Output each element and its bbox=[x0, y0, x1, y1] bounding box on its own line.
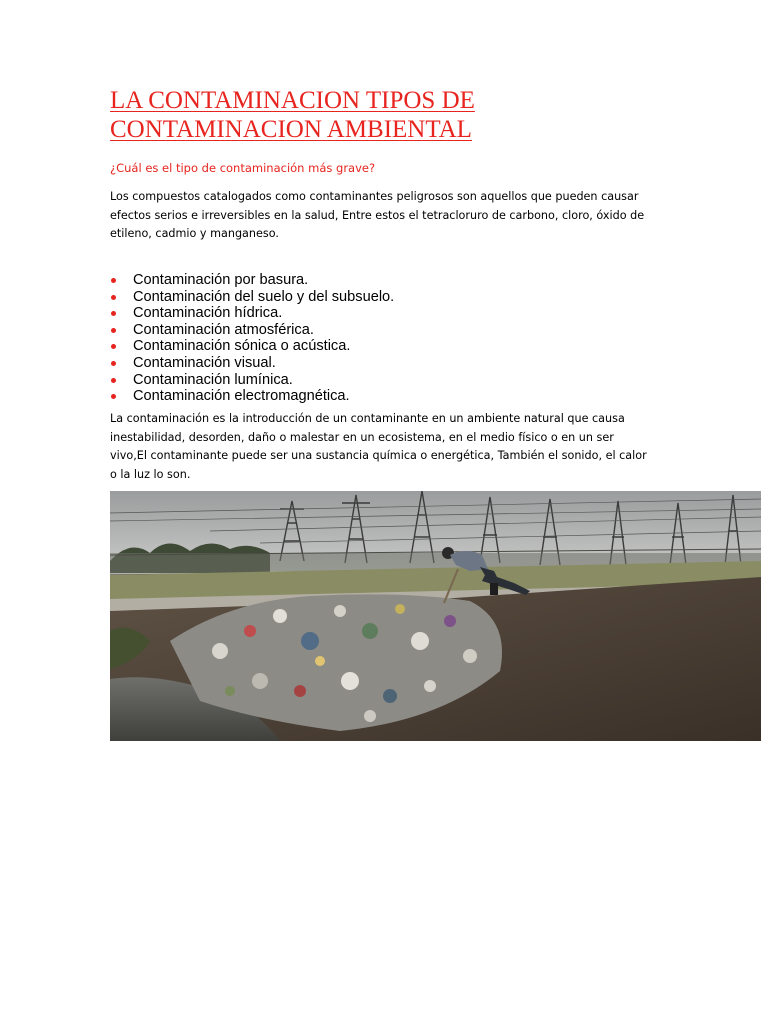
list-item-text: Contaminación por basura. bbox=[133, 272, 309, 288]
list-item-text: Contaminación visual. bbox=[133, 354, 276, 371]
bullet-icon bbox=[111, 378, 116, 383]
pollution-photo bbox=[110, 491, 761, 741]
list-item-text: Contaminación electromagnética. bbox=[133, 388, 350, 405]
definition-line: vivo,El contaminante puede ser una sustancia química o energética, También el sonido, el calor bbox=[110, 449, 647, 463]
list-item bbox=[110, 338, 394, 355]
intro-line: Los compuestos catalogados como contaminantes peligrosos son aquellos que pueden causar bbox=[110, 190, 639, 203]
list-item-text: Contaminación sónica o acústica. bbox=[133, 338, 351, 355]
bullet-icon bbox=[111, 394, 116, 399]
list-item bbox=[110, 372, 394, 389]
definition-line: La contaminación es la introducción de un contaminante en un ambiente natural que causa bbox=[110, 412, 625, 425]
definition-paragraph bbox=[110, 410, 662, 484]
intro-line: efectos serios e irreversibles en la salud, Entre estos el tetracloruro de carbono, cloro, óxido de bbox=[110, 208, 645, 222]
intro-paragraph bbox=[110, 188, 662, 244]
list-item bbox=[110, 289, 394, 306]
list-item bbox=[110, 355, 394, 372]
list-item bbox=[110, 388, 394, 405]
bullet-icon bbox=[111, 295, 116, 300]
list-item-text: Contaminación lumínica. bbox=[133, 371, 293, 388]
bullet-icon bbox=[111, 344, 116, 349]
pollution-types-list bbox=[110, 272, 394, 405]
document-title bbox=[110, 86, 670, 144]
bullet-icon bbox=[111, 311, 116, 316]
list-item bbox=[110, 322, 394, 339]
list-item-text: Contaminación del suelo y del subsuelo. bbox=[133, 288, 395, 305]
intro-line: etileno, cadmio y manganeso. bbox=[110, 227, 279, 241]
question-heading: ¿Cuál es el tipo de contaminación más grave? bbox=[110, 161, 376, 175]
definition-line: inestabilidad, desorden, daño o malestar en un ecosistema, en el medio físico o en un ser bbox=[110, 430, 614, 444]
title-line-1: LA CONTAMINACION TIPOS DE bbox=[110, 87, 475, 114]
list-item-text: Contaminación hídrica. bbox=[133, 305, 283, 322]
list-item bbox=[110, 272, 394, 289]
bullet-icon bbox=[111, 361, 116, 366]
definition-line: o la luz lo son. bbox=[110, 467, 191, 481]
list-item-text: Contaminación atmosférica. bbox=[133, 321, 314, 338]
title-line-2: CONTAMINACION AMBIENTAL bbox=[110, 116, 472, 143]
bullet-icon bbox=[111, 328, 116, 333]
bullet-icon bbox=[111, 278, 116, 283]
list-item bbox=[110, 305, 394, 322]
